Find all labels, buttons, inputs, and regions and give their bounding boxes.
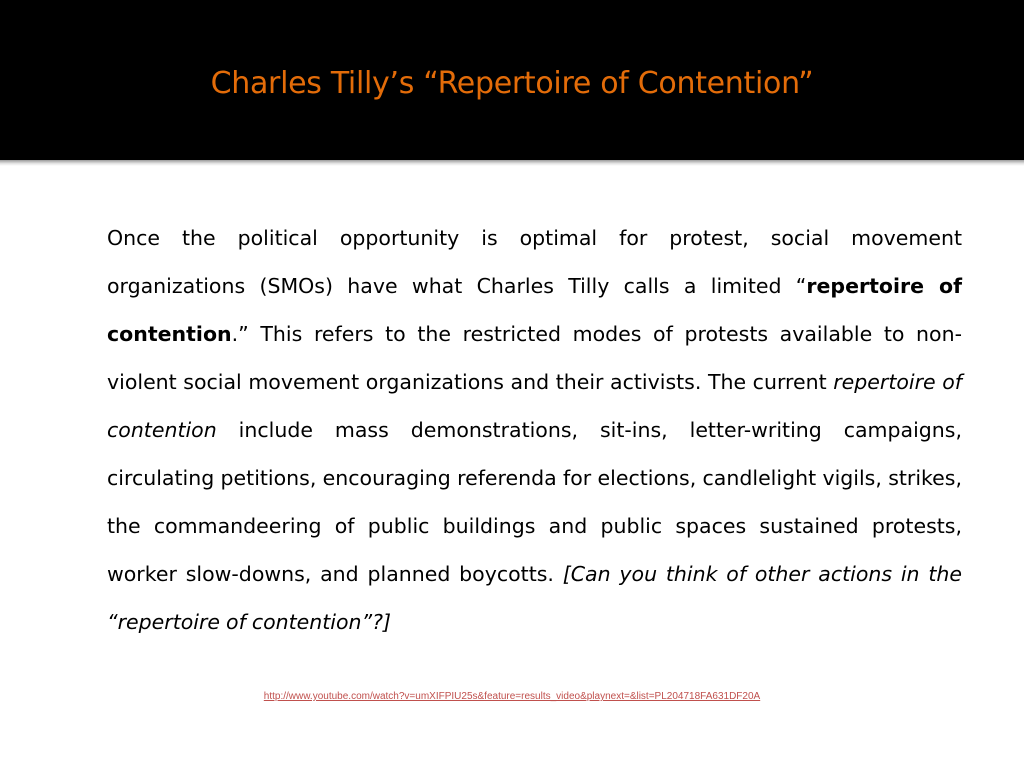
body-text-2: .” This refers to the restricted modes of protests available to non-violent social movement organizations and their activists. The current [107,322,962,394]
body-text-3: include mass demonstrations, sit-ins, letter-writing campaigns, circulating petitions, encouraging referenda for elections, candlelight vigils, strikes, the commandeering of public buildings and public spaces sustained protests, worker slow-downs, and planned boycotts. [107,418,962,586]
body-italic-term: repertoire of contention [107,370,962,442]
slide-title: Charles Tilly’s “Repertoire of Contention” [210,66,814,101]
body-italic-question: [Can you think of other actions in the “repertoire of contention”?] [107,562,962,634]
body-text-1: Once the political opportunity is optimal for protest, social movement organizations (SMOs) have what Charles Tilly calls a limited “ [107,226,962,298]
body-paragraph [107,214,962,646]
body-bold-term: repertoire of contention [107,274,962,346]
youtube-link[interactable]: http://www.youtube.com/watch?v=umXIFPIU25s&feature=results_video&playnext=&list=PL204718FA631DF20A [263,691,761,702]
title-divider [0,160,1024,166]
